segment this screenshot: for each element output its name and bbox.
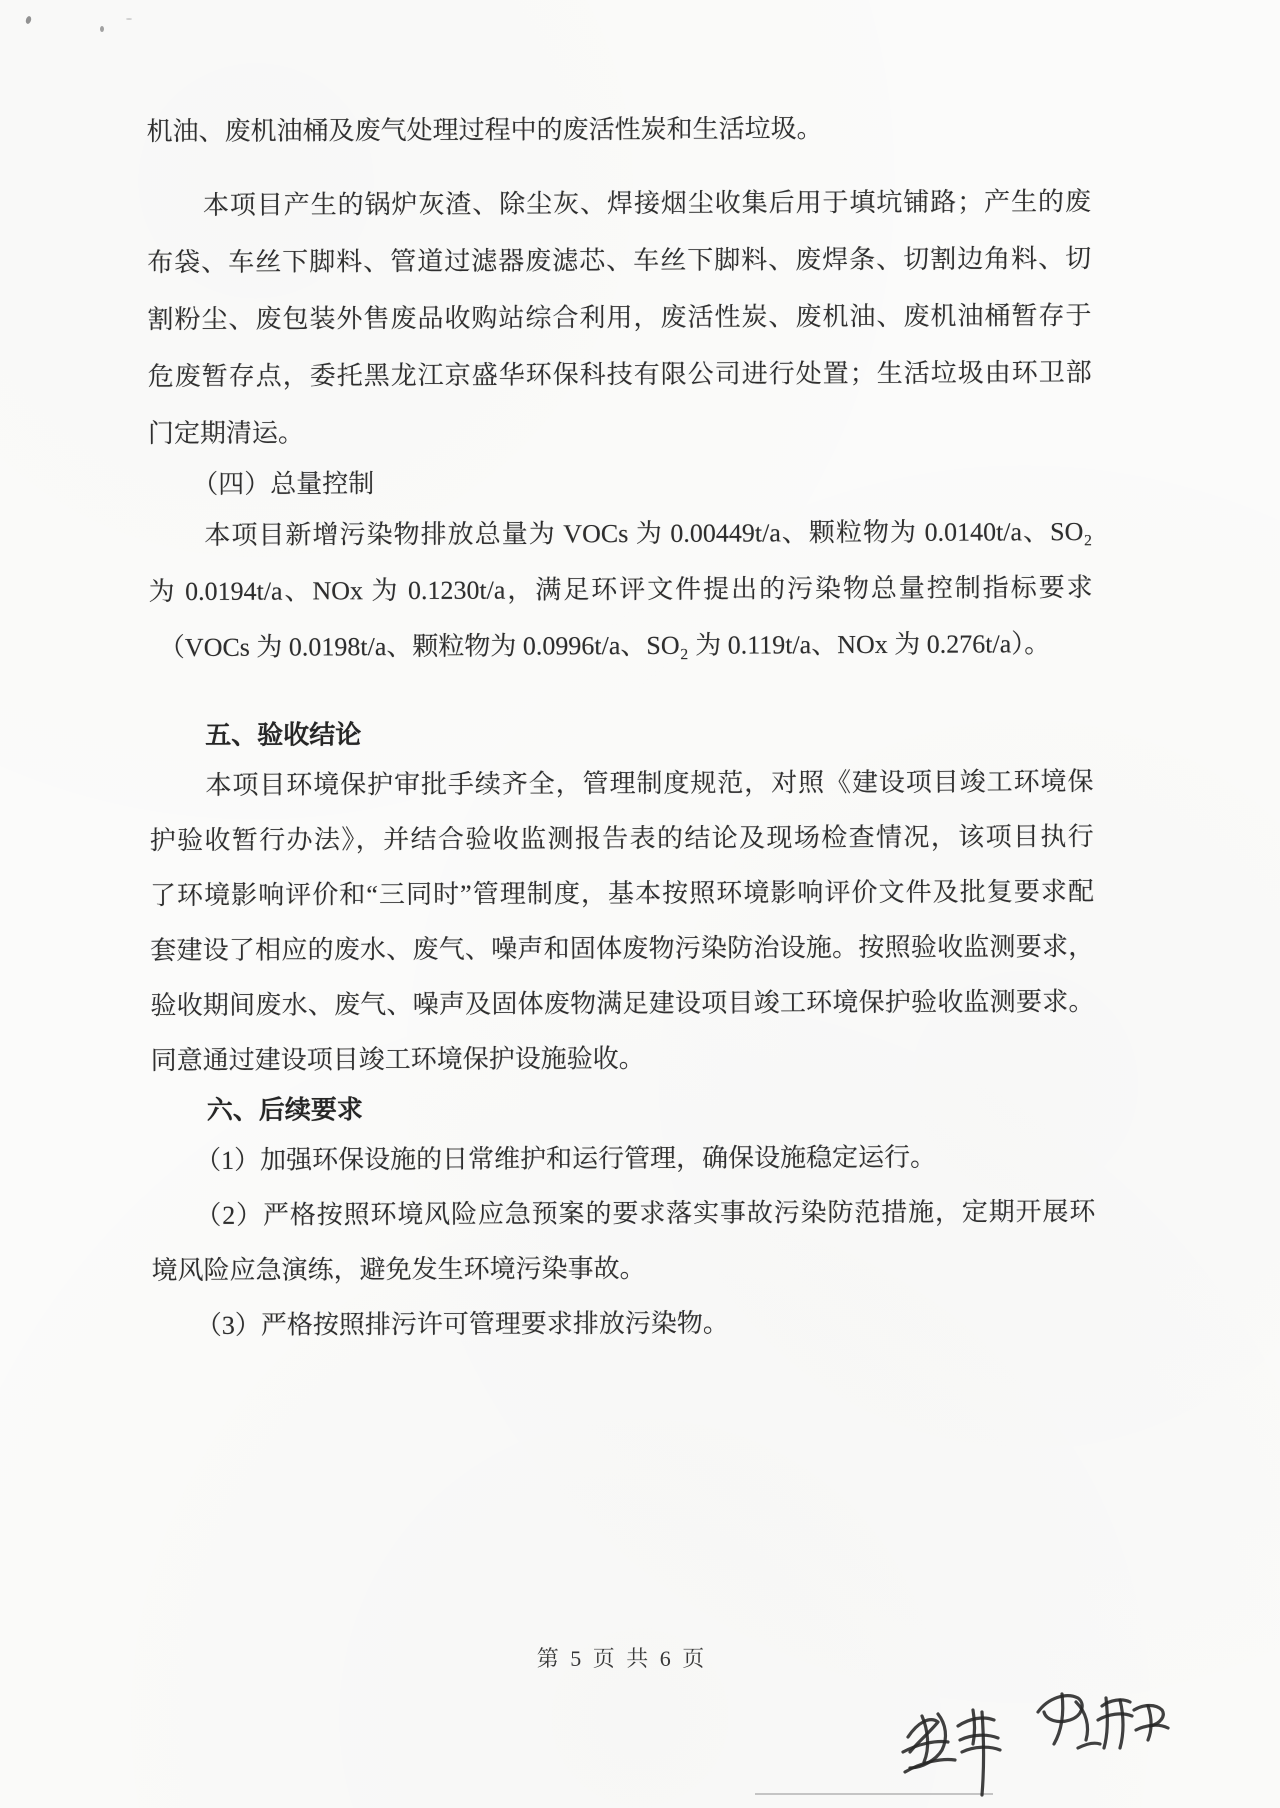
doc-line: 同意通过建设项目竣工环境保护设施验收。 — [150, 1043, 645, 1076]
doc-line: 本项目环境保护审批手续齐全，管理制度规范，对照《建设项目竣工环境保 — [205, 767, 1094, 800]
doc-line: 验收期间废水、废气、噪声及固体废物满足建设项目竣工环境保护验收监测要求。 — [150, 987, 1095, 1021]
doc-line: （1）加强环保设施的日常维护和运行管理，确保设施稳定运行。 — [195, 1142, 937, 1175]
doc-line: 为 0.0194t/a、NOx 为 0.1230t/a，满足环评文件提出的污染物总量控制指标要求 — [148, 573, 1093, 607]
doc-line: 机油、废机油桶及废气处理过程中的废活性炭和生活垃圾。 — [146, 114, 823, 147]
doc-line: 境风险应急演练，避免发生环境污染事故。 — [151, 1253, 646, 1286]
doc-line: 危废暂存点，委托黑龙江京盛华环保科技有限公司进行处置；生活垃圾由环卫部 — [147, 358, 1092, 392]
doc-line: 六、后续要求 — [206, 1095, 363, 1125]
doc-line: 五、验收结论 — [205, 720, 362, 750]
signature-1 — [903, 1710, 1000, 1795]
doc-line: （VOCs 为 0.0198t/a、颗粒物为 0.0996t/a、SO₂ 为 0.119t/a、NOx 为 0.276t/a）。 — [158, 629, 1051, 663]
handwritten-signatures — [880, 1680, 1200, 1808]
doc-line: 套建设了相应的废水、废气、噪声和固体废物污染防治设施。按照验收监测要求， — [150, 932, 1095, 966]
signature-2 — [1038, 1694, 1168, 1748]
doc-line: （四）总量控制 — [192, 469, 375, 499]
doc-line: 本项目产生的锅炉灰渣、除尘灰、焊接烟尘收集后用于填坑铺路；产生的废 — [202, 187, 1092, 220]
doc-line: 割粉尘、废包装外售废品收购站综合利用，废活性炭、废机油、废机油桶暂存于 — [147, 301, 1092, 335]
doc-line: （2）严格按照环境风险应急预案的要求落实事故污染防范措施，定期开展环 — [195, 1197, 1096, 1230]
doc-line: 布袋、车丝下脚料、管道过滤器废滤芯、车丝下脚料、废焊条、切割边角料、切 — [147, 244, 1092, 278]
doc-line: 了环境影响评价和“三同时”管理制度，基本按照环境影响评价文件及批复要求配 — [149, 877, 1095, 911]
doc-line: 本项目新增污染物排放总量为 VOCs 为 0.00449t/a、颗粒物为 0.0140t/a、SO₂ — [204, 517, 1093, 550]
doc-line: 护验收暂行办法》，并结合验收监测报告表的结论及现场检查情况，该项目执行 — [149, 822, 1094, 856]
doc-line: （3）严格按照排污许可管理要求排放污染物。 — [195, 1308, 729, 1340]
page-number-footer: 第 5 页 共 6 页 — [536, 1646, 708, 1671]
doc-line: 门定期清运。 — [147, 418, 305, 449]
